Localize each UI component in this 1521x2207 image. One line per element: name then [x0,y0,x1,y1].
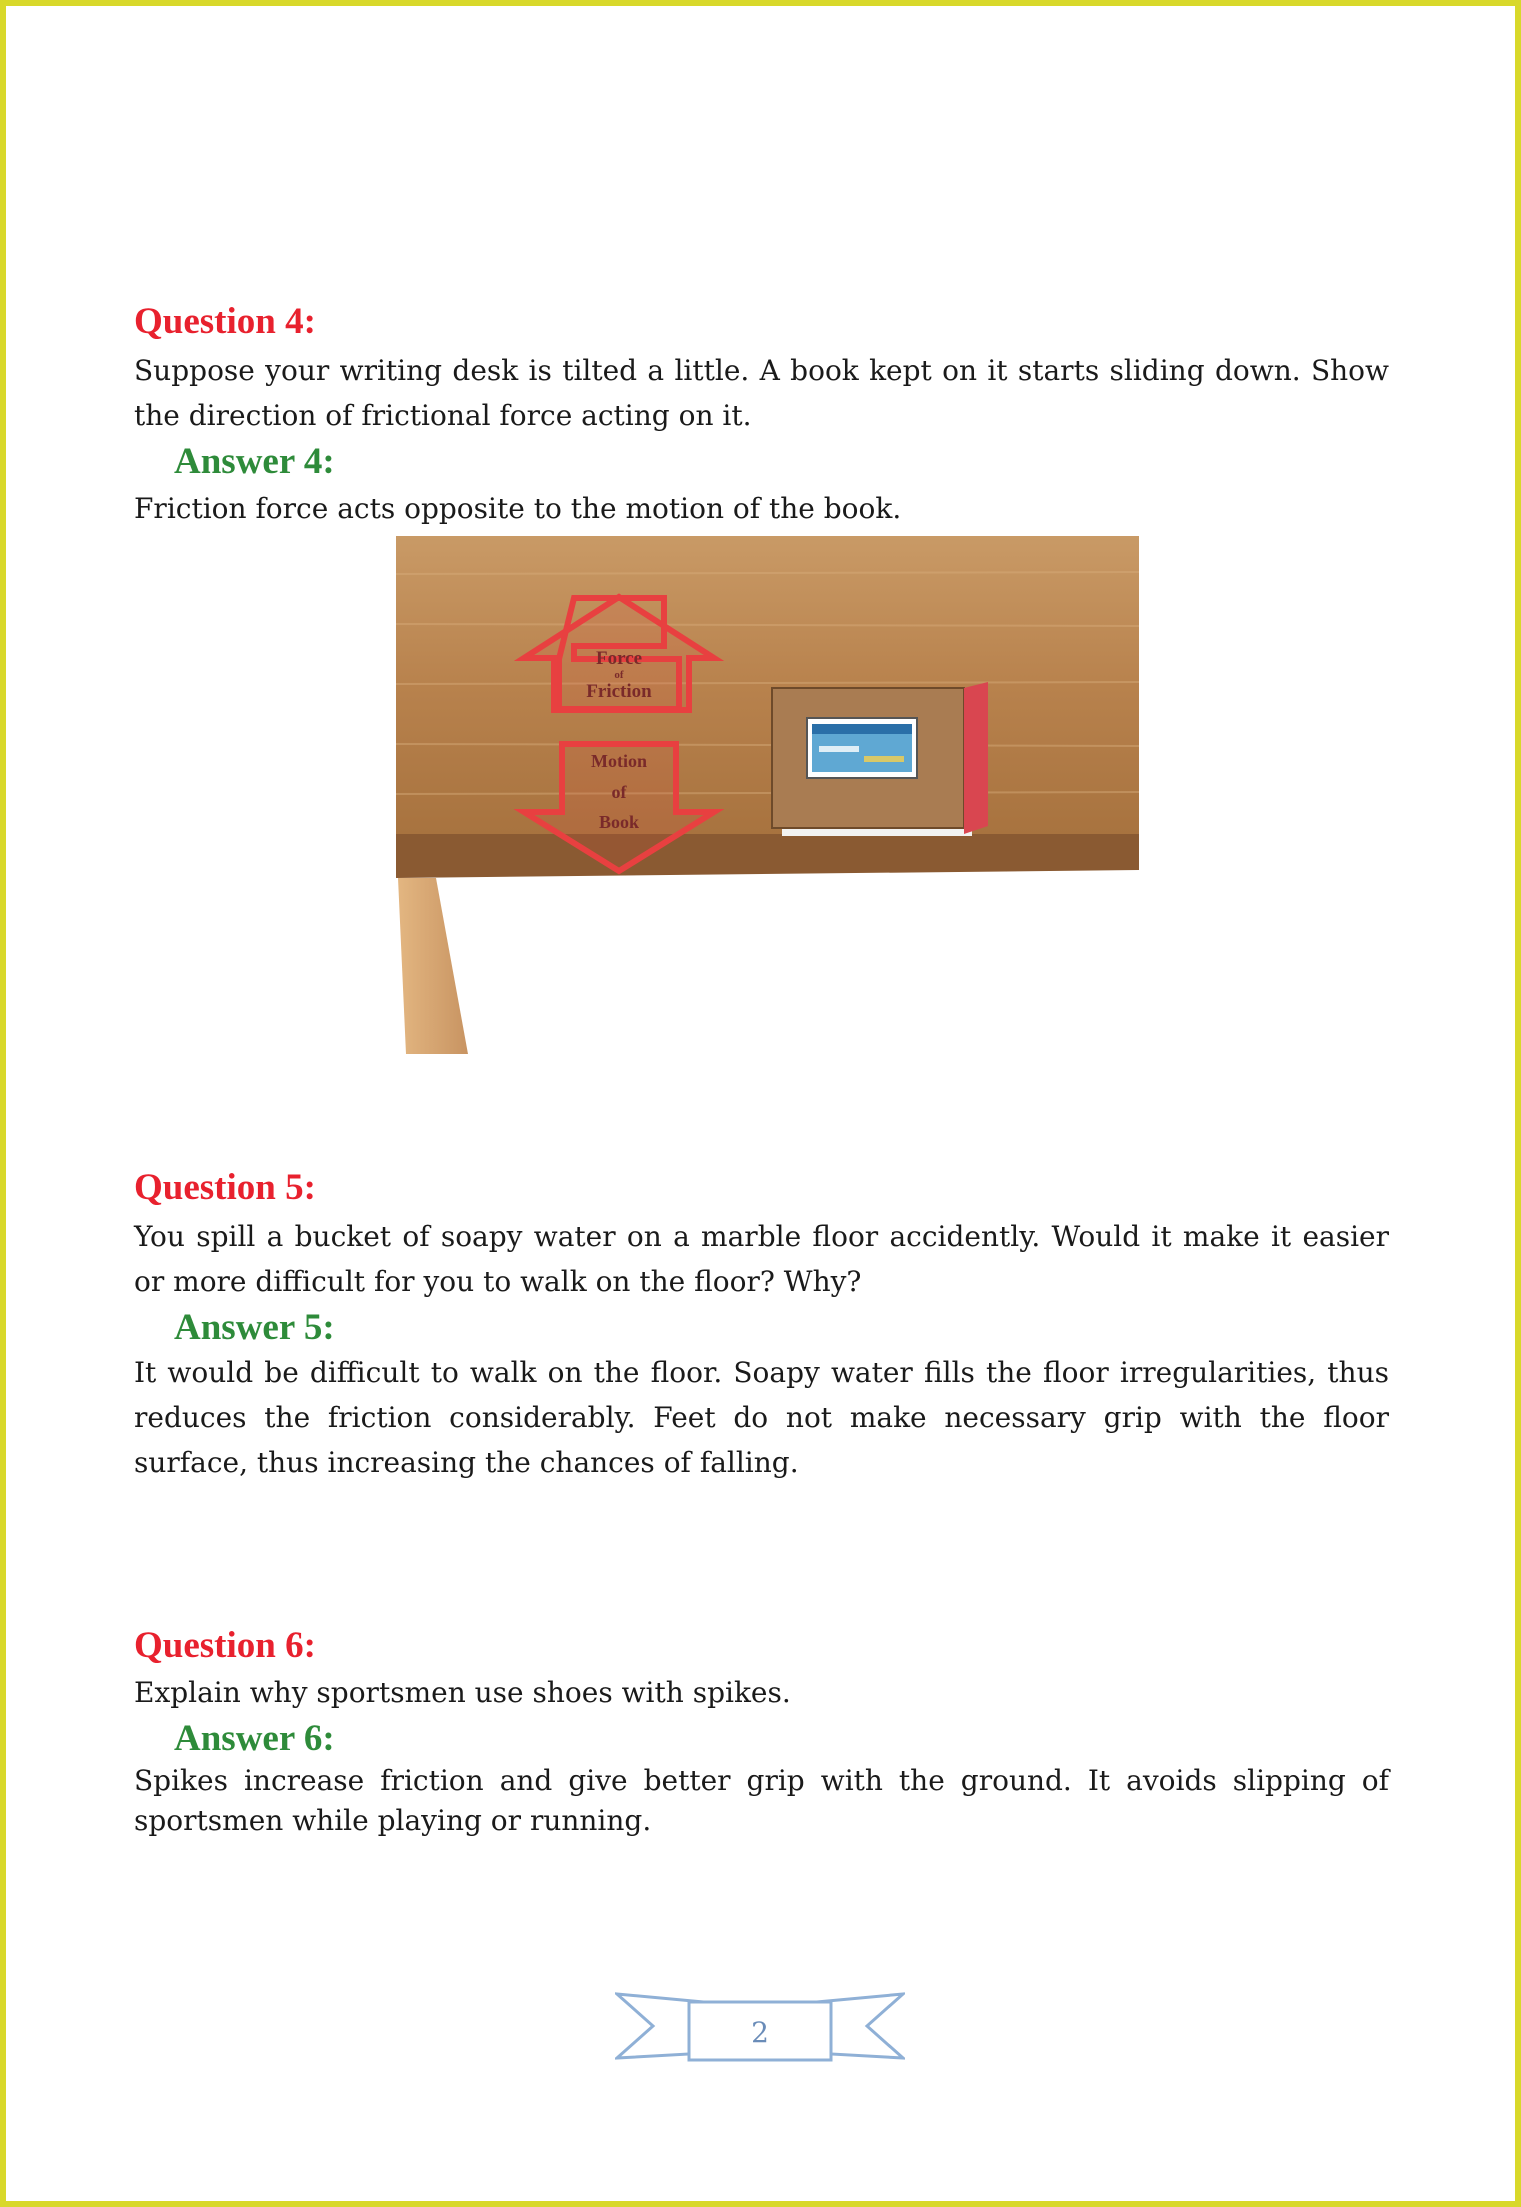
answer-4-text: Friction force acts opposite to the motion of the book. [134,492,902,525]
desk-illustration [394,534,1144,1059]
question-4-text: Suppose your writing desk is tilted a little. A book kept on it starts sliding down. Show the direction of frictional force acting on it. [134,354,1389,432]
question-4-label: Question 4: [134,301,316,342]
question-4-block [134,300,1389,531]
answer-6-label: Answer 6: [174,1718,335,1759]
motion-label-3: Book [598,812,640,832]
question-5-text: You spill a bucket of soapy water on a marble floor accidently. Would it make it easier or more difficult for you to walk on the floor? Why? [134,1220,1389,1298]
page-number: 2 [751,2016,769,2049]
book [772,682,988,836]
answer-6-text: Spikes increase friction and give better grip with the ground. It avoids slipping of sportsmen while playing or running. [134,1764,1389,1837]
question-6-block [134,1624,1389,1841]
friction-label-1: Force [595,648,643,669]
question-6-label: Question 6: [134,1625,316,1666]
answer-5-text: It would be difficult to walk on the floor. Soapy water fills the floor irregularities, thus reduces the friction considerably. Feet do not make necessary grip with the floor surface, thus increasing the chances of falling. [134,1356,1389,1479]
question-5-label: Question 5: [134,1167,316,1208]
page-number-ribbon [615,1988,905,2074]
desk-leg [398,878,468,1054]
desk-friction-figure [394,534,1144,1059]
answer-4-label: Answer 4: [174,441,335,482]
question-6-text: Explain why sportsmen use shoes with spikes. [134,1676,791,1709]
friction-label-2: of [614,669,624,681]
question-5-block [134,1166,1389,1485]
desk-top [396,536,1139,834]
motion-label-1: Motion [591,751,647,771]
desk-edge [396,834,1139,878]
answer-5-label: Answer 5: [174,1307,335,1348]
motion-label-2: of [611,782,627,802]
friction-label-3: Friction [586,681,652,702]
